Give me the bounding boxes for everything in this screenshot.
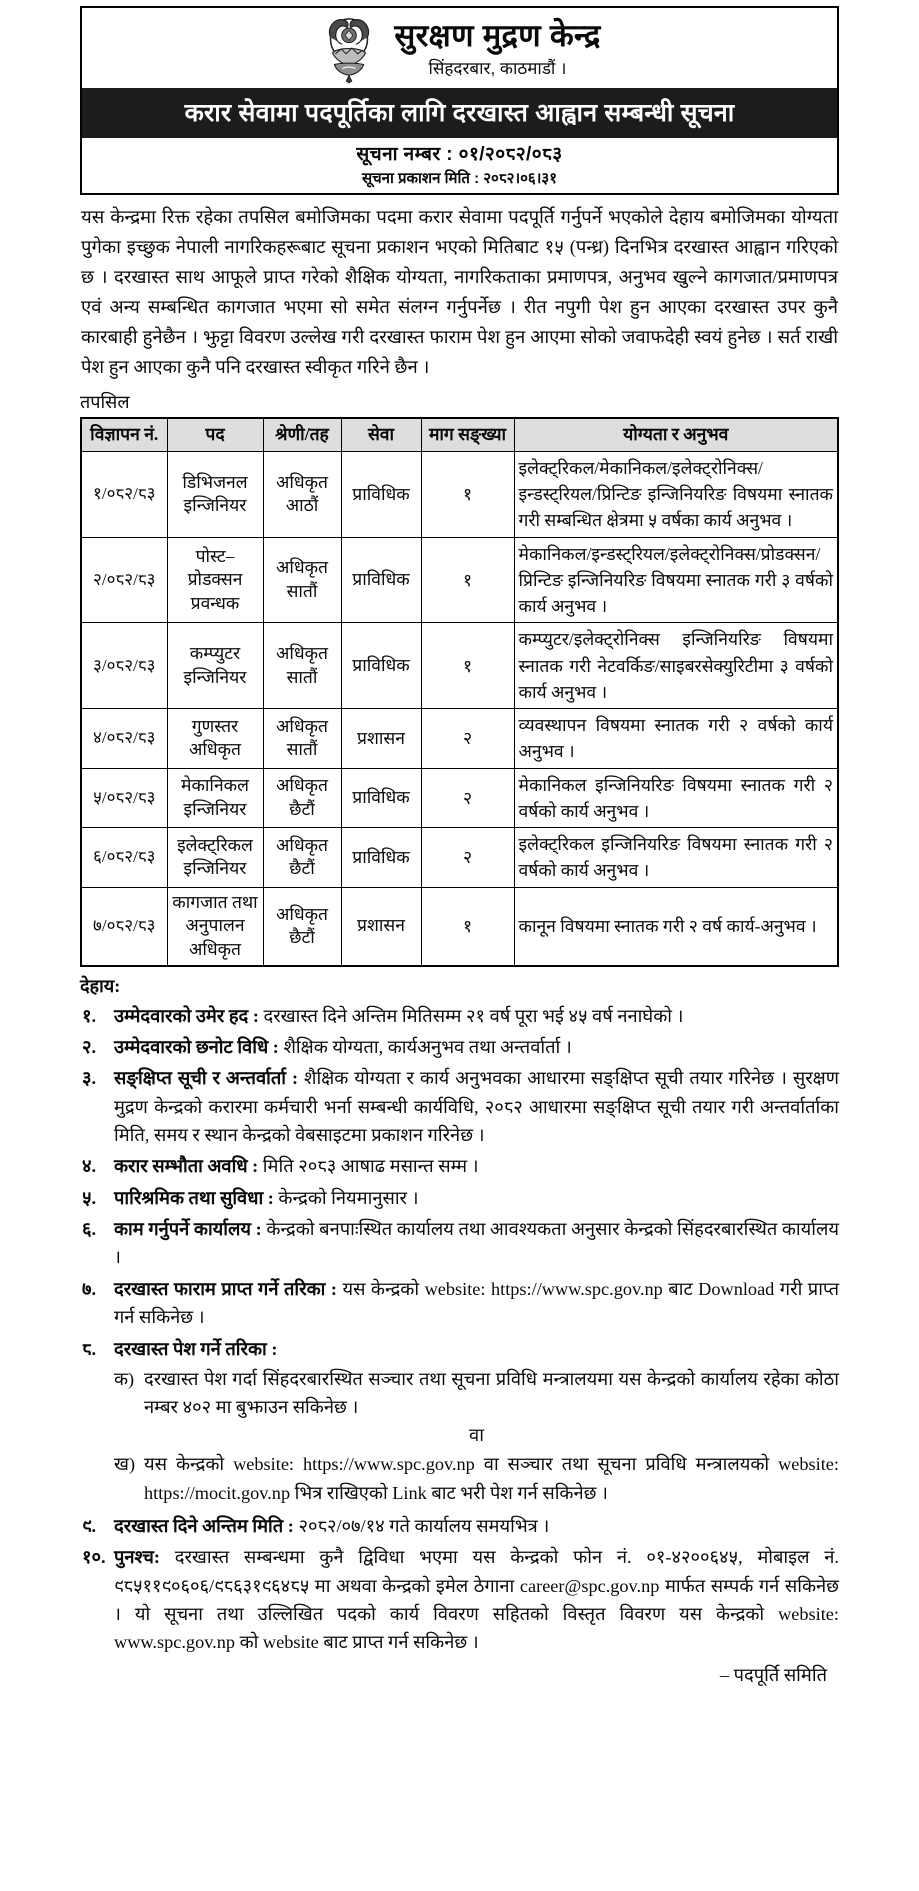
cell-post: इलेक्ट्रिकल इन्जिनियर	[167, 828, 263, 888]
organization-address: सिंहदरबार, काठमाडौं ।	[428, 58, 567, 78]
condition-label: दरखास्त पेश गर्ने तरिका :	[114, 1338, 278, 1359]
notice-meta-block	[80, 138, 839, 195]
application-method-sub-item	[114, 1365, 839, 1422]
condition-item	[80, 1275, 839, 1332]
col-header-post: पद	[167, 418, 263, 452]
cell-ad-no: १/०८२/८३	[81, 451, 167, 537]
condition-text: केन्द्रको नियमानुसार ।	[273, 1187, 419, 1208]
cell-level: अधिकृत आठौं	[263, 451, 341, 537]
condition-number: ४.	[82, 1156, 97, 1177]
condition-number: ३.	[82, 1068, 97, 1089]
condition-number: २.	[82, 1036, 97, 1057]
cell-count: १	[421, 623, 514, 709]
condition-item	[80, 1512, 839, 1540]
cell-count: २	[421, 828, 514, 888]
intro-paragraph: यस केन्द्रमा रिक्त रहेका तपसिल बमोजिमका पदमा करार सेवामा पदपूर्ति गर्नुपर्ने भएकोले देहाय बमोजिमका योग्यता पुगेका इच्छुक नेपाली नागरिकहरूबाट सूचना प्रकाशन भएको मितिबाट १५ (पन्ध्र) दिनभित्र दरखास्त आह्वान गरिएको छ । दरखास्त साथ आफूले प्राप्त गरेको शैक्षिक योग्यता, नागरिकताका प्रमाणपत्र, अनुभव खुल्ने कागजात/प्रमाणपत्र एवं अन्य सम्बन्धित कागजात भएमा सो समेत संलग्न गर्नुपर्नेछ । रीत नपुगी पेश हुन आएका दरखास्त उपर कुनै कारबाही हुनेछैन । झुट्टा विवरण उल्लेख गरी दरखास्त फाराम पेश हुन आएमा सोको जवाफदेही स्वयं हुनेछ । सर्त राखी पेश हुन आएका कुनै पनि दरखास्त स्वीकृत गरिने छैन ।	[81, 208, 838, 378]
cell-qualification: कानून विषयमा स्नातक गरी २ वर्ष कार्य-अनुभव ।	[514, 887, 838, 965]
cell-qualification: मेकानिकल इन्जिनियरिङ विषयमा स्नातक गरी २ वर्षको कार्य अनुभव ।	[514, 768, 838, 828]
condition-text: केन्द्रको बनपाःस्थित कार्यालय तथा आवश्यकता अनुसार केन्द्रको सिंहदरबारस्थित कार्यालय ।	[114, 1219, 839, 1268]
condition-number: ५.	[82, 1187, 97, 1208]
condition-body	[114, 1184, 839, 1212]
condition-number: ६.	[82, 1219, 97, 1240]
application-method-sub-list	[114, 1365, 839, 1507]
condition-body	[114, 1512, 839, 1540]
condition-body	[114, 1064, 839, 1149]
sub-item-marker: ख)	[114, 1454, 136, 1475]
vacancy-table-head	[81, 418, 838, 452]
table-header-row	[81, 418, 838, 452]
condition-label: उम्मेदवारको उमेर हद :	[114, 1005, 259, 1026]
cell-post: मेकानिकल इन्जिनियर	[167, 768, 263, 828]
table-row	[81, 828, 838, 888]
col-header-service: सेवा	[341, 418, 421, 452]
cell-qualification: व्यवस्थापन विषयमा स्नातक गरी २ वर्षको कार्य अनुभव ।	[514, 709, 838, 769]
cell-ad-no: ७/०८२/८३	[81, 887, 167, 965]
dehaya-label: देहाय:	[80, 975, 121, 996]
table-row	[81, 887, 838, 965]
sub-item-text: यस केन्द्रको website: https://www.spc.gov.np वा सञ्चार तथा सूचना प्रविधि मन्त्रालयको website: https://mocit.gov.np भित्र राखिएको Link बाट भरी पेश गर्न सकिनेछ ।	[144, 1454, 839, 1503]
vacancy-table-body	[81, 451, 838, 965]
condition-text: शैक्षिक योग्यता, कार्यअनुभव तथा अन्तर्वार्ता ।	[278, 1036, 572, 1057]
condition-item	[80, 1064, 839, 1149]
table-row	[81, 537, 838, 623]
condition-item	[80, 1543, 839, 1656]
condition-label: काम गर्नुपर्ने कार्यालय :	[114, 1219, 262, 1240]
condition-item	[80, 1002, 839, 1030]
condition-label: दरखास्त दिने अन्तिम मिति :	[114, 1515, 294, 1536]
condition-body	[114, 1152, 839, 1180]
condition-text: शैक्षिक योग्यता र कार्य अनुभवका आधारमा सङ्क्षिप्त सूची तयार गरिनेछ । सुरक्षण मुद्रण केन्द्रको करारमा कर्मचारी भर्ना सम्बन्धी कार्यविधि, २०८२ आधारमा सङ्क्षिप्त सूची तयार गरी अन्तर्वार्ताका मिति, समय र स्थान केन्द्रको वेबसाइटमा प्रकाशन गरिनेछ ।	[114, 1068, 839, 1146]
cell-post: कागजात तथा अनुपालन अधिकृत	[167, 887, 263, 965]
condition-body	[114, 1543, 839, 1656]
cell-ad-no: २/०८२/८३	[81, 537, 167, 623]
tapasil-label: तपसिल	[80, 391, 130, 412]
condition-label: दरखास्त फाराम प्राप्त गर्ने तरिका :	[114, 1278, 337, 1299]
table-row	[81, 623, 838, 709]
cell-qualification: कम्प्युटर/इलेक्ट्रोनिक्स इन्जिनियरिङ विषयमा स्नातक गरी नेटवर्किङ/साइबरसेक्युरिटीमा ३ वर्षको कार्य अनुभव ।	[514, 623, 838, 709]
cell-ad-no: ५/०८२/८३	[81, 768, 167, 828]
condition-item	[80, 1152, 839, 1180]
notice-number: सूचना नम्बर : ०१/२०८२/०८३	[356, 144, 563, 165]
vacancy-table	[80, 417, 839, 967]
letterhead-text	[394, 18, 600, 80]
table-row	[81, 768, 838, 828]
cell-qualification: इलेक्ट्रिकल इन्जिनियरिङ विषयमा स्नातक गरी २ वर्षको कार्य अनुभव ।	[514, 828, 838, 888]
condition-text: दरखास्त दिने अन्तिम मितिसम्म २१ वर्ष पूरा भई ४५ वर्ष ननाघेको ।	[258, 1005, 684, 1026]
condition-text: मिति २०८३ आषाढ मसान्त सम्म ।	[258, 1156, 479, 1177]
notice-sheet	[72, 0, 847, 1697]
condition-label: उम्मेदवारको छनोट विधि :	[114, 1036, 279, 1057]
condition-label: पारिश्रमिक तथा सुविधा :	[114, 1187, 274, 1208]
cell-service: प्राविधिक	[341, 768, 421, 828]
cell-post: पोस्ट–प्रोडक्सन प्रवन्धक	[167, 537, 263, 623]
condition-body	[114, 1215, 839, 1272]
nepal-government-emblem-icon	[318, 14, 380, 84]
cell-count: २	[421, 768, 514, 828]
cell-post: गुणस्तर अधिकृत	[167, 709, 263, 769]
signoff-committee: – पदपूर्ति समिति	[719, 1664, 827, 1685]
condition-body	[114, 1275, 839, 1332]
condition-body	[114, 1335, 839, 1509]
sub-item-text: दरखास्त पेश गर्दा सिंहदरबारस्थित सञ्चार तथा सूचना प्रविधि मन्त्रालयमा यस केन्द्रको कार्यालय रहेका कोठा नम्बर ४०२ मा बुझाउन सकिनेछ ।	[144, 1368, 839, 1418]
table-row	[81, 451, 838, 537]
condition-number: १०.	[82, 1547, 106, 1568]
notice-banner-title: करार सेवामा पदपूर्तिका लागि दरखास्त आह्वान सम्बन्धी सूचना	[80, 88, 839, 138]
col-header-count: माग सङ्ख्या	[421, 418, 514, 452]
condition-body	[114, 1002, 839, 1030]
cell-count: १	[421, 887, 514, 965]
condition-number: ९.	[82, 1515, 97, 1536]
cell-ad-no: ६/०८२/८३	[81, 828, 167, 888]
col-header-qualification: योग्यता र अनुभव	[514, 418, 838, 452]
or-separator: वा	[469, 1424, 484, 1445]
condition-label: पुनश्च:	[114, 1547, 160, 1568]
cell-count: १	[421, 451, 514, 537]
condition-text: २०८२/०७/१४ गते कार्यालय समयभित्र ।	[293, 1515, 550, 1536]
table-row	[81, 709, 838, 769]
cell-service: प्रशासन	[341, 709, 421, 769]
cell-qualification: इलेक्ट्रिकल/मेकानिकल/इलेक्ट्रोनिक्स/इन्डस्ट्रियल/प्रिन्टिङ इन्जिनियरिङ विषयमा स्नातक गरी सम्बन्धित क्षेत्रमा ५ वर्षका कार्य अनुभव ।	[514, 451, 838, 537]
cell-service: प्रशासन	[341, 887, 421, 965]
notice-publication-date: सूचना प्रकाशन मिति : २०८२।०६।३१	[361, 169, 558, 187]
conditions-list	[80, 1002, 839, 1657]
condition-label: करार सम्भौता अवधि :	[114, 1156, 259, 1177]
cell-level: अधिकृत सातौं	[263, 709, 341, 769]
cell-level: अधिकृत छैटौं	[263, 768, 341, 828]
cell-level: अधिकृत छैटौं	[263, 887, 341, 965]
cell-ad-no: ४/०८२/८३	[81, 709, 167, 769]
cell-level: अधिकृत सातौं	[263, 537, 341, 623]
cell-count: १	[421, 537, 514, 623]
condition-number: ८.	[82, 1338, 97, 1359]
condition-number: ७.	[82, 1278, 97, 1299]
cell-qualification: मेकानिकल/इन्डस्ट्रियल/इलेक्ट्रोनिक्स/प्रोडक्सन/प्रिन्टिङ इन्जिनियरिङ विषयमा स्नातक गरी ३ वर्षको कार्य अनुभव ।	[514, 537, 838, 623]
cell-service: प्राविधिक	[341, 537, 421, 623]
cell-post: डिभिजनल इन्जिनियर	[167, 451, 263, 537]
cell-count: २	[421, 709, 514, 769]
condition-item	[80, 1215, 839, 1272]
cell-service: प्राविधिक	[341, 828, 421, 888]
condition-number: १.	[82, 1005, 97, 1026]
col-header-ad-no: विज्ञापन नं.	[81, 418, 167, 452]
sub-item-marker: क)	[114, 1368, 135, 1389]
condition-item-application-method	[80, 1335, 839, 1509]
cell-level: अधिकृत छैटौं	[263, 828, 341, 888]
cell-ad-no: ३/०८२/८३	[81, 623, 167, 709]
condition-item	[80, 1033, 839, 1061]
cell-level: अधिकृत सातौं	[263, 623, 341, 709]
cell-service: प्राविधिक	[341, 623, 421, 709]
condition-body	[114, 1033, 839, 1061]
cell-service: प्राविधिक	[341, 451, 421, 537]
application-method-sub-item	[114, 1450, 839, 1507]
condition-text: यस केन्द्रको website: https://www.spc.gov.np बाट Download गरी प्राप्त गर्न सकिनेछ ।	[114, 1278, 839, 1328]
condition-text: दरखास्त सम्बन्धमा कुनै द्विविधा भएमा यस केन्द्रको फोन नं. ०१-४२००६४५, मोबाइल नं. ९८५११९०६०६/९८६३१९६४८५ मा अथवा केन्द्रको इमेल ठेगाना career@spc.gov.np मार्फत सम्पर्क गर्न सकिनेछ । यो सूचना तथा उल्लिखित पदको कार्य विवरण सहितको विस्तृत विवरण यस केन्द्रको website: www.spc.gov.np को website बाट प्राप्त गर्न सकिनेछ ।	[114, 1547, 839, 1653]
letterhead	[80, 6, 839, 88]
cell-post: कम्प्युटर इन्जिनियर	[167, 623, 263, 709]
organization-name: सुरक्षण मुद्रण केन्द्र	[394, 18, 601, 54]
condition-label: सङ्क्षिप्त सूची र अन्तर्वार्ता :	[114, 1068, 299, 1089]
condition-item	[80, 1184, 839, 1212]
col-header-level: श्रेणी/तह	[263, 418, 341, 452]
